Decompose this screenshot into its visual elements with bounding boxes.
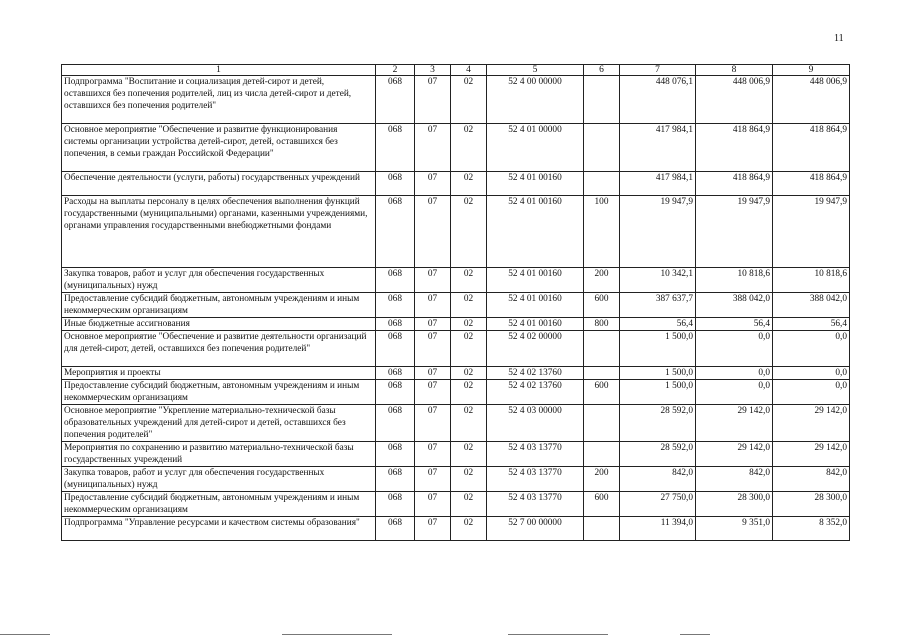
cell-ved: 068 (376, 318, 415, 331)
col-header: 2 (376, 65, 415, 76)
cell-section: 07 (415, 76, 451, 124)
cell-section: 07 (415, 467, 451, 492)
row-name: Основное мероприятие "Укрепление материально-технической базы образовательных учреждений для детей-сирот и детей, оставшихся без попечения родителей" (62, 405, 376, 442)
row-name: Подпрограмма "Управление ресурсами и качеством системы образования" (62, 517, 376, 541)
cell-subsection: 02 (451, 492, 487, 517)
cell-expense-type (584, 367, 620, 380)
cell-amount-year1: 842,0 (620, 467, 696, 492)
cell-target-article: 52 7 00 00000 (487, 517, 584, 541)
cell-amount-year2: 418 864,9 (696, 172, 773, 196)
cell-amount-year3: 0,0 (773, 367, 850, 380)
cell-amount-year3: 0,0 (773, 331, 850, 367)
cell-amount-year3: 418 864,9 (773, 172, 850, 196)
cell-ved: 068 (376, 196, 415, 268)
col-header: 7 (620, 65, 696, 76)
cell-subsection: 02 (451, 268, 487, 293)
cell-amount-year1: 28 592,0 (620, 405, 696, 442)
row-name: Предоставление субсидий бюджетным, автономным учреждениям и иным некоммерческим организациям (62, 380, 376, 405)
cell-amount-year1: 27 750,0 (620, 492, 696, 517)
cell-subsection: 02 (451, 76, 487, 124)
cell-subsection: 02 (451, 293, 487, 318)
table-row (62, 172, 850, 196)
cell-section: 07 (415, 293, 451, 318)
cell-amount-year1: 1 500,0 (620, 331, 696, 367)
cell-target-article: 52 4 01 00160 (487, 196, 584, 268)
cell-ved: 068 (376, 367, 415, 380)
table-row (62, 367, 850, 380)
table-row (62, 380, 850, 405)
col-header: 9 (773, 65, 850, 76)
table-row (62, 318, 850, 331)
cell-amount-year2: 10 818,6 (696, 268, 773, 293)
cell-ved: 068 (376, 331, 415, 367)
cell-subsection: 02 (451, 442, 487, 467)
table-row (62, 517, 850, 541)
cell-amount-year2: 29 142,0 (696, 442, 773, 467)
cell-expense-type: 200 (584, 268, 620, 293)
cell-target-article: 52 4 03 13770 (487, 492, 584, 517)
cell-subsection: 02 (451, 196, 487, 268)
cell-amount-year3: 448 006,9 (773, 76, 850, 124)
col-header: 8 (696, 65, 773, 76)
budget-table (61, 64, 850, 541)
cell-amount-year2: 19 947,9 (696, 196, 773, 268)
row-name: Иные бюджетные ассигнования (62, 318, 376, 331)
scan-artifact (680, 634, 710, 635)
cell-expense-type (584, 331, 620, 367)
scan-artifact (0, 634, 50, 635)
row-name: Предоставление субсидий бюджетным, автономным учреждениям и иным некоммерческим организациям (62, 492, 376, 517)
cell-expense-type (584, 517, 620, 541)
cell-target-article: 52 4 02 13760 (487, 367, 584, 380)
col-header: 5 (487, 65, 584, 76)
cell-expense-type (584, 172, 620, 196)
cell-amount-year3: 0,0 (773, 380, 850, 405)
cell-section: 07 (415, 492, 451, 517)
cell-target-article: 52 4 01 00160 (487, 268, 584, 293)
cell-ved: 068 (376, 442, 415, 467)
cell-subsection: 02 (451, 405, 487, 442)
table-row (62, 124, 850, 172)
header-row (62, 65, 850, 76)
cell-amount-year3: 10 818,6 (773, 268, 850, 293)
cell-expense-type: 200 (584, 467, 620, 492)
cell-ved: 068 (376, 380, 415, 405)
cell-amount-year1: 417 984,1 (620, 172, 696, 196)
table-row (62, 268, 850, 293)
cell-section: 07 (415, 380, 451, 405)
cell-target-article: 52 4 01 00160 (487, 318, 584, 331)
cell-ved: 068 (376, 124, 415, 172)
cell-amount-year1: 28 592,0 (620, 442, 696, 467)
cell-target-article: 52 4 01 00000 (487, 124, 584, 172)
cell-subsection: 02 (451, 517, 487, 541)
cell-amount-year2: 0,0 (696, 380, 773, 405)
cell-ved: 068 (376, 268, 415, 293)
cell-target-article: 52 4 03 13770 (487, 467, 584, 492)
cell-section: 07 (415, 442, 451, 467)
cell-amount-year3: 418 864,9 (773, 124, 850, 172)
cell-ved: 068 (376, 76, 415, 124)
row-name: Мероприятия и проекты (62, 367, 376, 380)
cell-amount-year3: 56,4 (773, 318, 850, 331)
cell-expense-type (584, 124, 620, 172)
cell-amount-year3: 842,0 (773, 467, 850, 492)
cell-subsection: 02 (451, 318, 487, 331)
row-name: Предоставление субсидий бюджетным, автономным учреждениям и иным некоммерческим организациям (62, 293, 376, 318)
row-name: Закупка товаров, работ и услуг для обеспечения государственных (муниципальных) нужд (62, 268, 376, 293)
cell-target-article: 52 4 03 00000 (487, 405, 584, 442)
cell-amount-year1: 448 076,1 (620, 76, 696, 124)
cell-expense-type: 600 (584, 293, 620, 318)
cell-target-article: 52 4 01 00160 (487, 172, 584, 196)
cell-section: 07 (415, 196, 451, 268)
cell-amount-year1: 387 637,7 (620, 293, 696, 318)
cell-ved: 068 (376, 293, 415, 318)
cell-amount-year3: 388 042,0 (773, 293, 850, 318)
col-header: 3 (415, 65, 451, 76)
row-name: Основное мероприятие "Обеспечение и развитие деятельности организаций для детей-сирот, детей, оставшихся без попечения родителей" (62, 331, 376, 367)
cell-target-article: 52 4 03 13770 (487, 442, 584, 467)
cell-section: 07 (415, 405, 451, 442)
cell-target-article: 52 4 02 00000 (487, 331, 584, 367)
table-row (62, 76, 850, 124)
cell-ved: 068 (376, 492, 415, 517)
cell-expense-type (584, 76, 620, 124)
row-name: Закупка товаров, работ и услуг для обеспечения государственных (муниципальных) нужд (62, 467, 376, 492)
cell-amount-year2: 0,0 (696, 367, 773, 380)
row-name: Мероприятия по сохранению и развитию материально-технической базы государственных учреждений (62, 442, 376, 467)
table-row (62, 442, 850, 467)
cell-amount-year1: 1 500,0 (620, 380, 696, 405)
cell-expense-type: 600 (584, 380, 620, 405)
cell-amount-year1: 56,4 (620, 318, 696, 331)
cell-amount-year2: 28 300,0 (696, 492, 773, 517)
cell-ved: 068 (376, 517, 415, 541)
scan-artifact (508, 634, 608, 635)
cell-amount-year1: 11 394,0 (620, 517, 696, 541)
row-name: Основное мероприятие "Обеспечение и развитие функционирования системы организации устройства детей-сирот, детей, оставшихся без попечения, в семьи граждан Российской Федерации" (62, 124, 376, 172)
cell-section: 07 (415, 268, 451, 293)
cell-section: 07 (415, 124, 451, 172)
cell-target-article: 52 4 00 00000 (487, 76, 584, 124)
cell-expense-type: 600 (584, 492, 620, 517)
row-name: Подпрограмма "Воспитание и социализация детей-сирот и детей, оставшихся без попечения родителей, лиц из числа детей-сирот и детей, оставшихся без попечения родителей" (62, 76, 376, 124)
cell-subsection: 02 (451, 380, 487, 405)
cell-ved: 068 (376, 172, 415, 196)
cell-subsection: 02 (451, 467, 487, 492)
cell-amount-year2: 9 351,0 (696, 517, 773, 541)
cell-amount-year3: 28 300,0 (773, 492, 850, 517)
col-header: 4 (451, 65, 487, 76)
cell-expense-type (584, 405, 620, 442)
cell-target-article: 52 4 02 13760 (487, 380, 584, 405)
cell-amount-year2: 448 006,9 (696, 76, 773, 124)
cell-amount-year3: 8 352,0 (773, 517, 850, 541)
cell-amount-year1: 417 984,1 (620, 124, 696, 172)
cell-amount-year2: 29 142,0 (696, 405, 773, 442)
cell-subsection: 02 (451, 172, 487, 196)
table-row (62, 331, 850, 367)
cell-expense-type: 100 (584, 196, 620, 268)
table-row (62, 467, 850, 492)
cell-subsection: 02 (451, 124, 487, 172)
cell-expense-type: 800 (584, 318, 620, 331)
cell-section: 07 (415, 318, 451, 331)
cell-amount-year1: 1 500,0 (620, 367, 696, 380)
cell-subsection: 02 (451, 367, 487, 380)
table-row (62, 196, 850, 268)
cell-amount-year1: 19 947,9 (620, 196, 696, 268)
cell-amount-year2: 388 042,0 (696, 293, 773, 318)
cell-amount-year2: 0,0 (696, 331, 773, 367)
col-header: 1 (62, 65, 376, 76)
cell-amount-year2: 418 864,9 (696, 124, 773, 172)
cell-section: 07 (415, 331, 451, 367)
cell-amount-year2: 56,4 (696, 318, 773, 331)
table-row (62, 492, 850, 517)
cell-section: 07 (415, 172, 451, 196)
row-name: Расходы на выплаты персоналу в целях обеспечения выполнения функций государственными (муниципальными) органами, казенными учреждениями, органами управления государственными внебюджетными фондами (62, 196, 376, 268)
cell-amount-year3: 29 142,0 (773, 405, 850, 442)
row-name: Обеспечение деятельности (услуги, работы) государственных учреждений (62, 172, 376, 196)
cell-target-article: 52 4 01 00160 (487, 293, 584, 318)
scan-artifact (282, 634, 392, 635)
cell-amount-year2: 842,0 (696, 467, 773, 492)
cell-section: 07 (415, 517, 451, 541)
cell-ved: 068 (376, 405, 415, 442)
table-row (62, 405, 850, 442)
cell-amount-year1: 10 342,1 (620, 268, 696, 293)
cell-amount-year3: 29 142,0 (773, 442, 850, 467)
cell-ved: 068 (376, 467, 415, 492)
cell-amount-year3: 19 947,9 (773, 196, 850, 268)
cell-section: 07 (415, 367, 451, 380)
col-header: 6 (584, 65, 620, 76)
cell-expense-type (584, 442, 620, 467)
cell-subsection: 02 (451, 331, 487, 367)
page-number: 11 (834, 33, 844, 44)
table-row (62, 293, 850, 318)
